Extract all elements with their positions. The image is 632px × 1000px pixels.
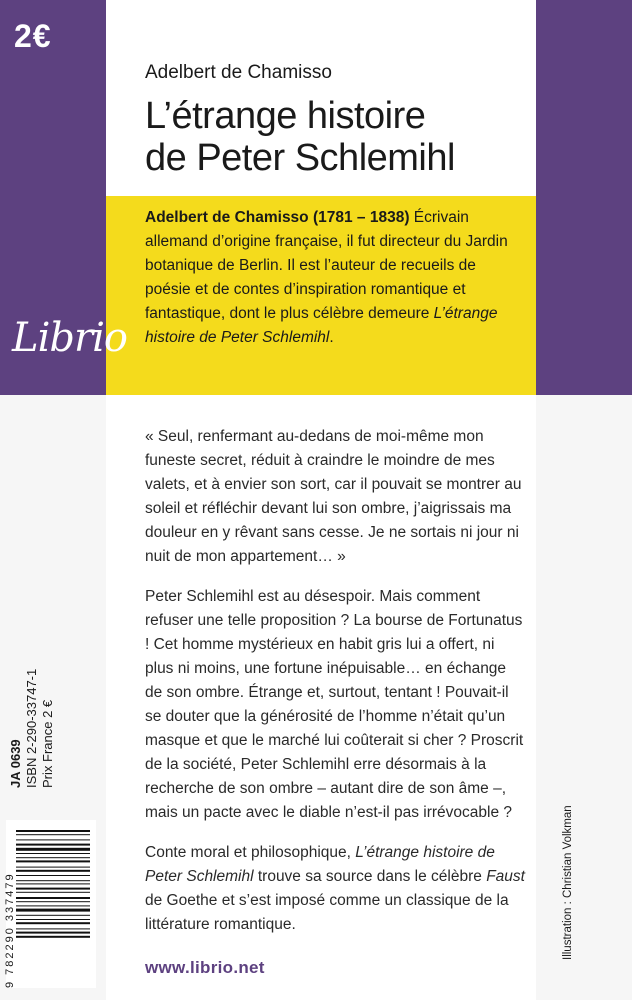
barcode-bar xyxy=(16,860,90,862)
barcode-bar xyxy=(16,919,90,920)
price-label: 2€ xyxy=(14,18,52,54)
barcode-bar xyxy=(16,922,90,924)
illustration-credit: Illustration : Christian Volkman xyxy=(562,805,574,960)
quote-paragraph: « Seul, renfermant au-dedans de moi-même mon funeste secret, réduit à craindre le moindre de mes valets, et à envier son sort, car il pouvait se montrer au soleil et réfléchir devant lui son ombre, j’aigrissais ma douleur en y rêvant sans cesse. Je ne sortais ni jour ni nuit de mon appartement… » xyxy=(145,428,522,565)
author-bio xyxy=(145,206,520,350)
barcode-bar xyxy=(16,870,90,872)
barcode-bar xyxy=(16,897,90,899)
barcode-bar xyxy=(16,909,90,912)
barcode-bar xyxy=(16,830,90,832)
bio-text: Écrivain allemand d’origine française, il fut directeur du Jardin botanique de Berlin. Il est l’auteur de recueils de poésie et de contes d’inspiration romantique et fantastique, dont le plus célèbre demeure xyxy=(145,209,508,322)
summary-paragraph: Peter Schlemihl est au désespoir. Mais comment refuser une telle proposition ? La bourse de Fortunatus ! Cet homme mystérieux en habit gris lui a offert, ni plus ni moins, une fortune inépuisable… en échange de son ombre. Étrange et, surtout, tentant ! Pouvait-il se douter que la générosité de l’homme n’était qu’un masque et que le marché lui coûterait si cher ? Proscrit de la société, Peter Schlemihl erre désormais à la recherche de son ombre – autant dire de son âme –, mais un pacte avec le diable n’est-il pas irrévocable ? xyxy=(145,588,524,821)
barcode-bar xyxy=(16,901,90,902)
website-link[interactable]: www.librio.net xyxy=(145,958,265,977)
barcode-bar xyxy=(16,834,90,835)
barcode-bar xyxy=(16,905,90,906)
conclusion-text-3: de Goethe et s’est imposé comme un classique de la littérature romantique. xyxy=(145,892,509,933)
conclusion-paragraph xyxy=(145,841,525,937)
conclusion-text-1: Conte moral et philosophique, xyxy=(145,844,356,861)
librio-logo: Librio xyxy=(12,315,127,361)
title-line-1: L’étrange histoire xyxy=(145,95,426,137)
barcode-bar xyxy=(16,839,90,840)
barcode-bar xyxy=(16,857,90,858)
barcode-bar xyxy=(16,880,90,881)
barcode-bar xyxy=(16,867,90,868)
author-name: Adelbert de Chamisso xyxy=(145,62,332,83)
conclusion-italic-faust: Faust xyxy=(486,868,525,885)
conclusion-text-2: trouve sa source dans le célèbre xyxy=(253,868,487,885)
barcode xyxy=(6,820,96,988)
back-cover-text xyxy=(145,425,525,953)
barcode-bar xyxy=(16,883,90,884)
barcode-bar xyxy=(16,848,90,851)
conclusion-italic-title: L’étrange histoire de Peter Schlemihl xyxy=(145,844,495,885)
barcode-bar xyxy=(16,844,90,846)
bio-italic-title: L’étrange histoire de Peter Schlemihl xyxy=(145,305,498,346)
isbn: ISBN 2-290-33747-1 xyxy=(24,668,39,788)
price-france: Prix France 2 € xyxy=(40,699,55,788)
barcode-bar xyxy=(16,875,90,876)
barcode-bar xyxy=(16,936,90,938)
book-title xyxy=(145,95,455,179)
right-light-band xyxy=(536,395,632,1000)
barcode-bar xyxy=(16,915,90,916)
barcode-bar xyxy=(16,932,90,934)
barcode-bar xyxy=(16,853,90,854)
barcode-number: 9 782290 337479 xyxy=(4,872,16,988)
bio-end: . xyxy=(329,329,334,346)
barcode-bar xyxy=(16,892,90,893)
title-line-2: de Peter Schlemihl xyxy=(145,137,455,179)
barcode-bar xyxy=(16,928,90,929)
bio-heading: Adelbert de Chamisso (1781 – 1838) xyxy=(145,209,410,226)
barcode-bar xyxy=(16,888,90,890)
catalog-code: JA 0639 xyxy=(8,739,23,788)
